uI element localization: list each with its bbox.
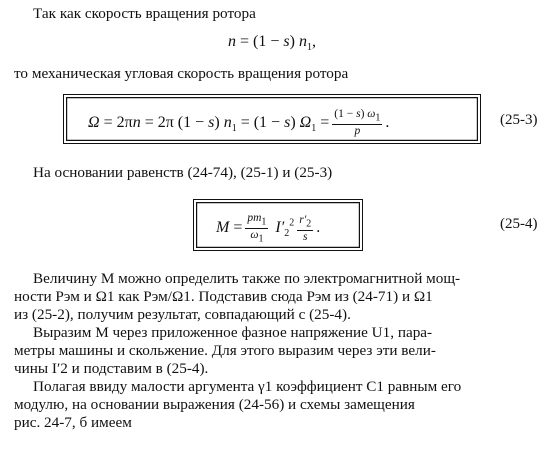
equation-number-25-4-text: (25-4)	[500, 216, 538, 232]
text-line-2	[14, 65, 348, 82]
line-6-text: из (25-2), получим результат, совпадающий с (25-4).	[14, 306, 351, 323]
equation-angular-speed-plain	[0, 0, 1, 1]
text-line-4	[33, 270, 460, 287]
line-7-text: Выразим M через приложенное фазное напряжение U1, пара-	[33, 324, 433, 341]
line-1-text: Так как скорость вращения ротора	[33, 5, 256, 22]
text-line-11	[14, 396, 415, 413]
line-12-text: рис. 24-7, б имеем	[14, 414, 132, 431]
equation-number-25-3-text: (25-3)	[500, 112, 538, 128]
equation-torque-text: M = $\frac{pm_1}{\omega_1}$ $I'_2^2$ $\frac{r'_2}{s}$ .	[216, 212, 321, 245]
equation-angular-speed	[88, 108, 389, 138]
text-line-7	[33, 324, 432, 341]
line-2-text: то механическая угловая скорость вращения ротора	[14, 65, 349, 82]
equation-angular-speed-text: Ω = 2πn = 2π (1 − s) $n_1 = (1 - s) \Omega_1$ = $\frac{(1 - s) \omega_1}{p}$ .	[88, 108, 390, 138]
text-line-10	[33, 378, 461, 395]
text-line-1	[33, 5, 256, 22]
line-5-text: ности Pэм и Ω1 как Pэм/Ω1. Подставив сюда Pэм из (24-71) и Ω1	[14, 288, 433, 305]
equation-torque	[216, 212, 320, 246]
text-line-9	[14, 360, 208, 377]
line-11-text: модулю, на основании выражения (24-56) и схемы замещения	[14, 396, 415, 413]
fraction-r2: $\frac{r'_2}{s}$	[299, 213, 312, 243]
fraction-pm1: $\frac{pm_1}{\omega_1}$	[247, 212, 267, 245]
equation-number-25-4	[500, 216, 538, 233]
line-9-text: чины I′2 и подставим в (25-4).	[14, 360, 209, 377]
text-line-8	[14, 342, 436, 359]
equation-rotor-speed	[228, 33, 316, 53]
equation-rotor-speed-text: n = (1 − s) $n_1$,	[228, 33, 316, 54]
equation-torque-plain	[0, 0, 1, 1]
text-line-6	[14, 306, 351, 323]
line-3-text: На основании равенств (24-74), (25-1) и (25-3)	[33, 164, 333, 181]
equation-number-25-3	[500, 112, 538, 129]
text-line-5	[14, 288, 433, 305]
line-4-text: Величину M можно определить также по электромагнитной мощ-	[33, 270, 461, 287]
line-8-text: метры машины и скольжение. Для этого выразим через эти вели-	[14, 342, 436, 359]
fraction-omega: $\frac{(1 - s) \omega_1}{p}$	[334, 108, 381, 138]
text-line-12	[14, 414, 132, 431]
text-line-3	[33, 164, 332, 181]
line-10-text: Полагая ввиду малости аргумента γ1 коэффициент C1 равным его	[33, 378, 462, 395]
equation-rotor-speed-plain	[0, 0, 1, 1]
